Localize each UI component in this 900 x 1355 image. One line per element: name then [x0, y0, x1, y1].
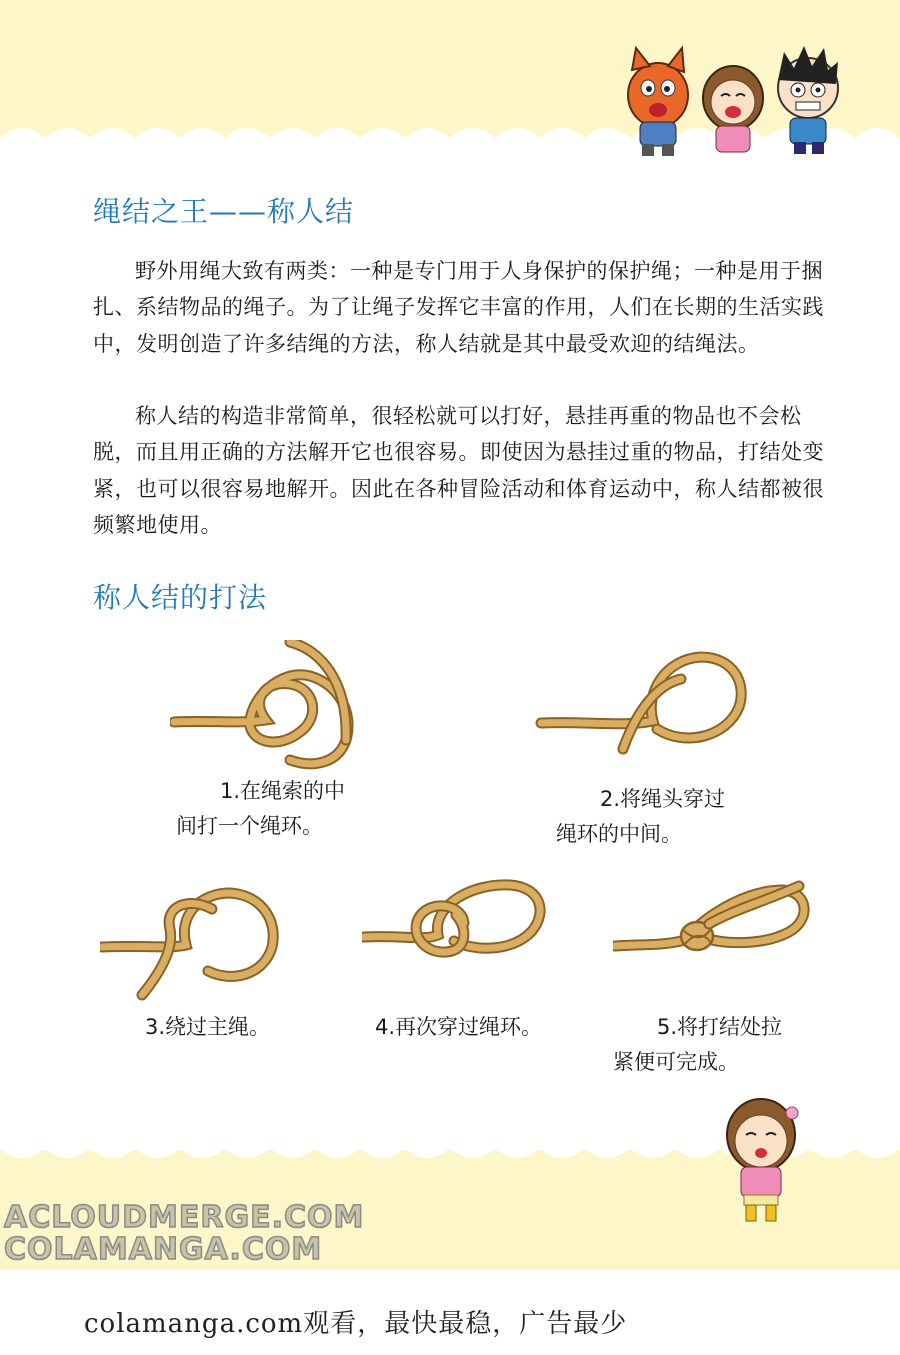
site-footer-notice: colamanga.com观看，最快最稳，广告最少: [84, 1309, 628, 1339]
watermark-colamanga: COLAMANGA.COM: [4, 1232, 323, 1267]
intro-paragraph-1: 野外用绳大致有两类：一种是专门用于人身保护的保护绳；一种是用于捆扎、系结物品的绳子。为了让绳子发挥它丰富的作用，人们在长期的生活实践中，发明创造了许多结绳的方法，称人结就是其中最受欢迎的结绳法。: [93, 259, 824, 356]
step-4-caption: [375, 1010, 542, 1045]
girl-mascot-illustration: [716, 1095, 806, 1225]
step-4-line-1: 4.再次穿过绳环。: [375, 1015, 543, 1039]
step-5-caption: [613, 1010, 782, 1080]
running-characters-illustration: [618, 40, 850, 160]
step-1-line-1: 1.在绳索的中: [220, 779, 346, 803]
rope-through-loop-icon: [535, 645, 755, 760]
rope-back-through-icon: [362, 875, 552, 975]
step-3-line-1: 3.绕过主绳。: [145, 1015, 271, 1039]
step-5-line-2: 紧便可完成。: [613, 1050, 739, 1074]
cat-character-icon: [628, 48, 688, 156]
step-1-line-2: 间打一个绳环。: [176, 814, 323, 838]
step-1-caption: [176, 774, 345, 844]
intro-paragraph-2: 称人结的构造非常简单，很轻松就可以打好，悬挂再重的物品也不会松脱，而且用正确的方法解开它也很容易。即使因为悬挂过重的物品，打结处变紧，也可以很容易地解开。因此在各种冒险活动和体育运动中，称人结都被很频繁地使用。: [93, 404, 824, 538]
rope-tightened-knot-icon: [613, 880, 813, 970]
step-3-caption: [145, 1010, 270, 1045]
rope-loop-icon: [170, 640, 360, 770]
boy-character-icon: [778, 46, 838, 154]
step-2-line-1: 2.将绳头穿过: [600, 787, 726, 811]
step-2-line-2: 绳环的中间。: [556, 822, 682, 846]
section-title-bowline-king: 绳结之王——称人结: [93, 195, 355, 228]
step-5-line-1: 5.将打结处拉: [657, 1015, 783, 1039]
section-title-tying-method: 称人结的打法: [93, 581, 268, 614]
girl-character-icon: [703, 66, 763, 152]
rope-around-main-icon: [100, 885, 285, 1005]
watermark-acloudmerge: ACLOUDMERGE.COM: [4, 1200, 365, 1235]
step-2-caption: [556, 782, 725, 852]
